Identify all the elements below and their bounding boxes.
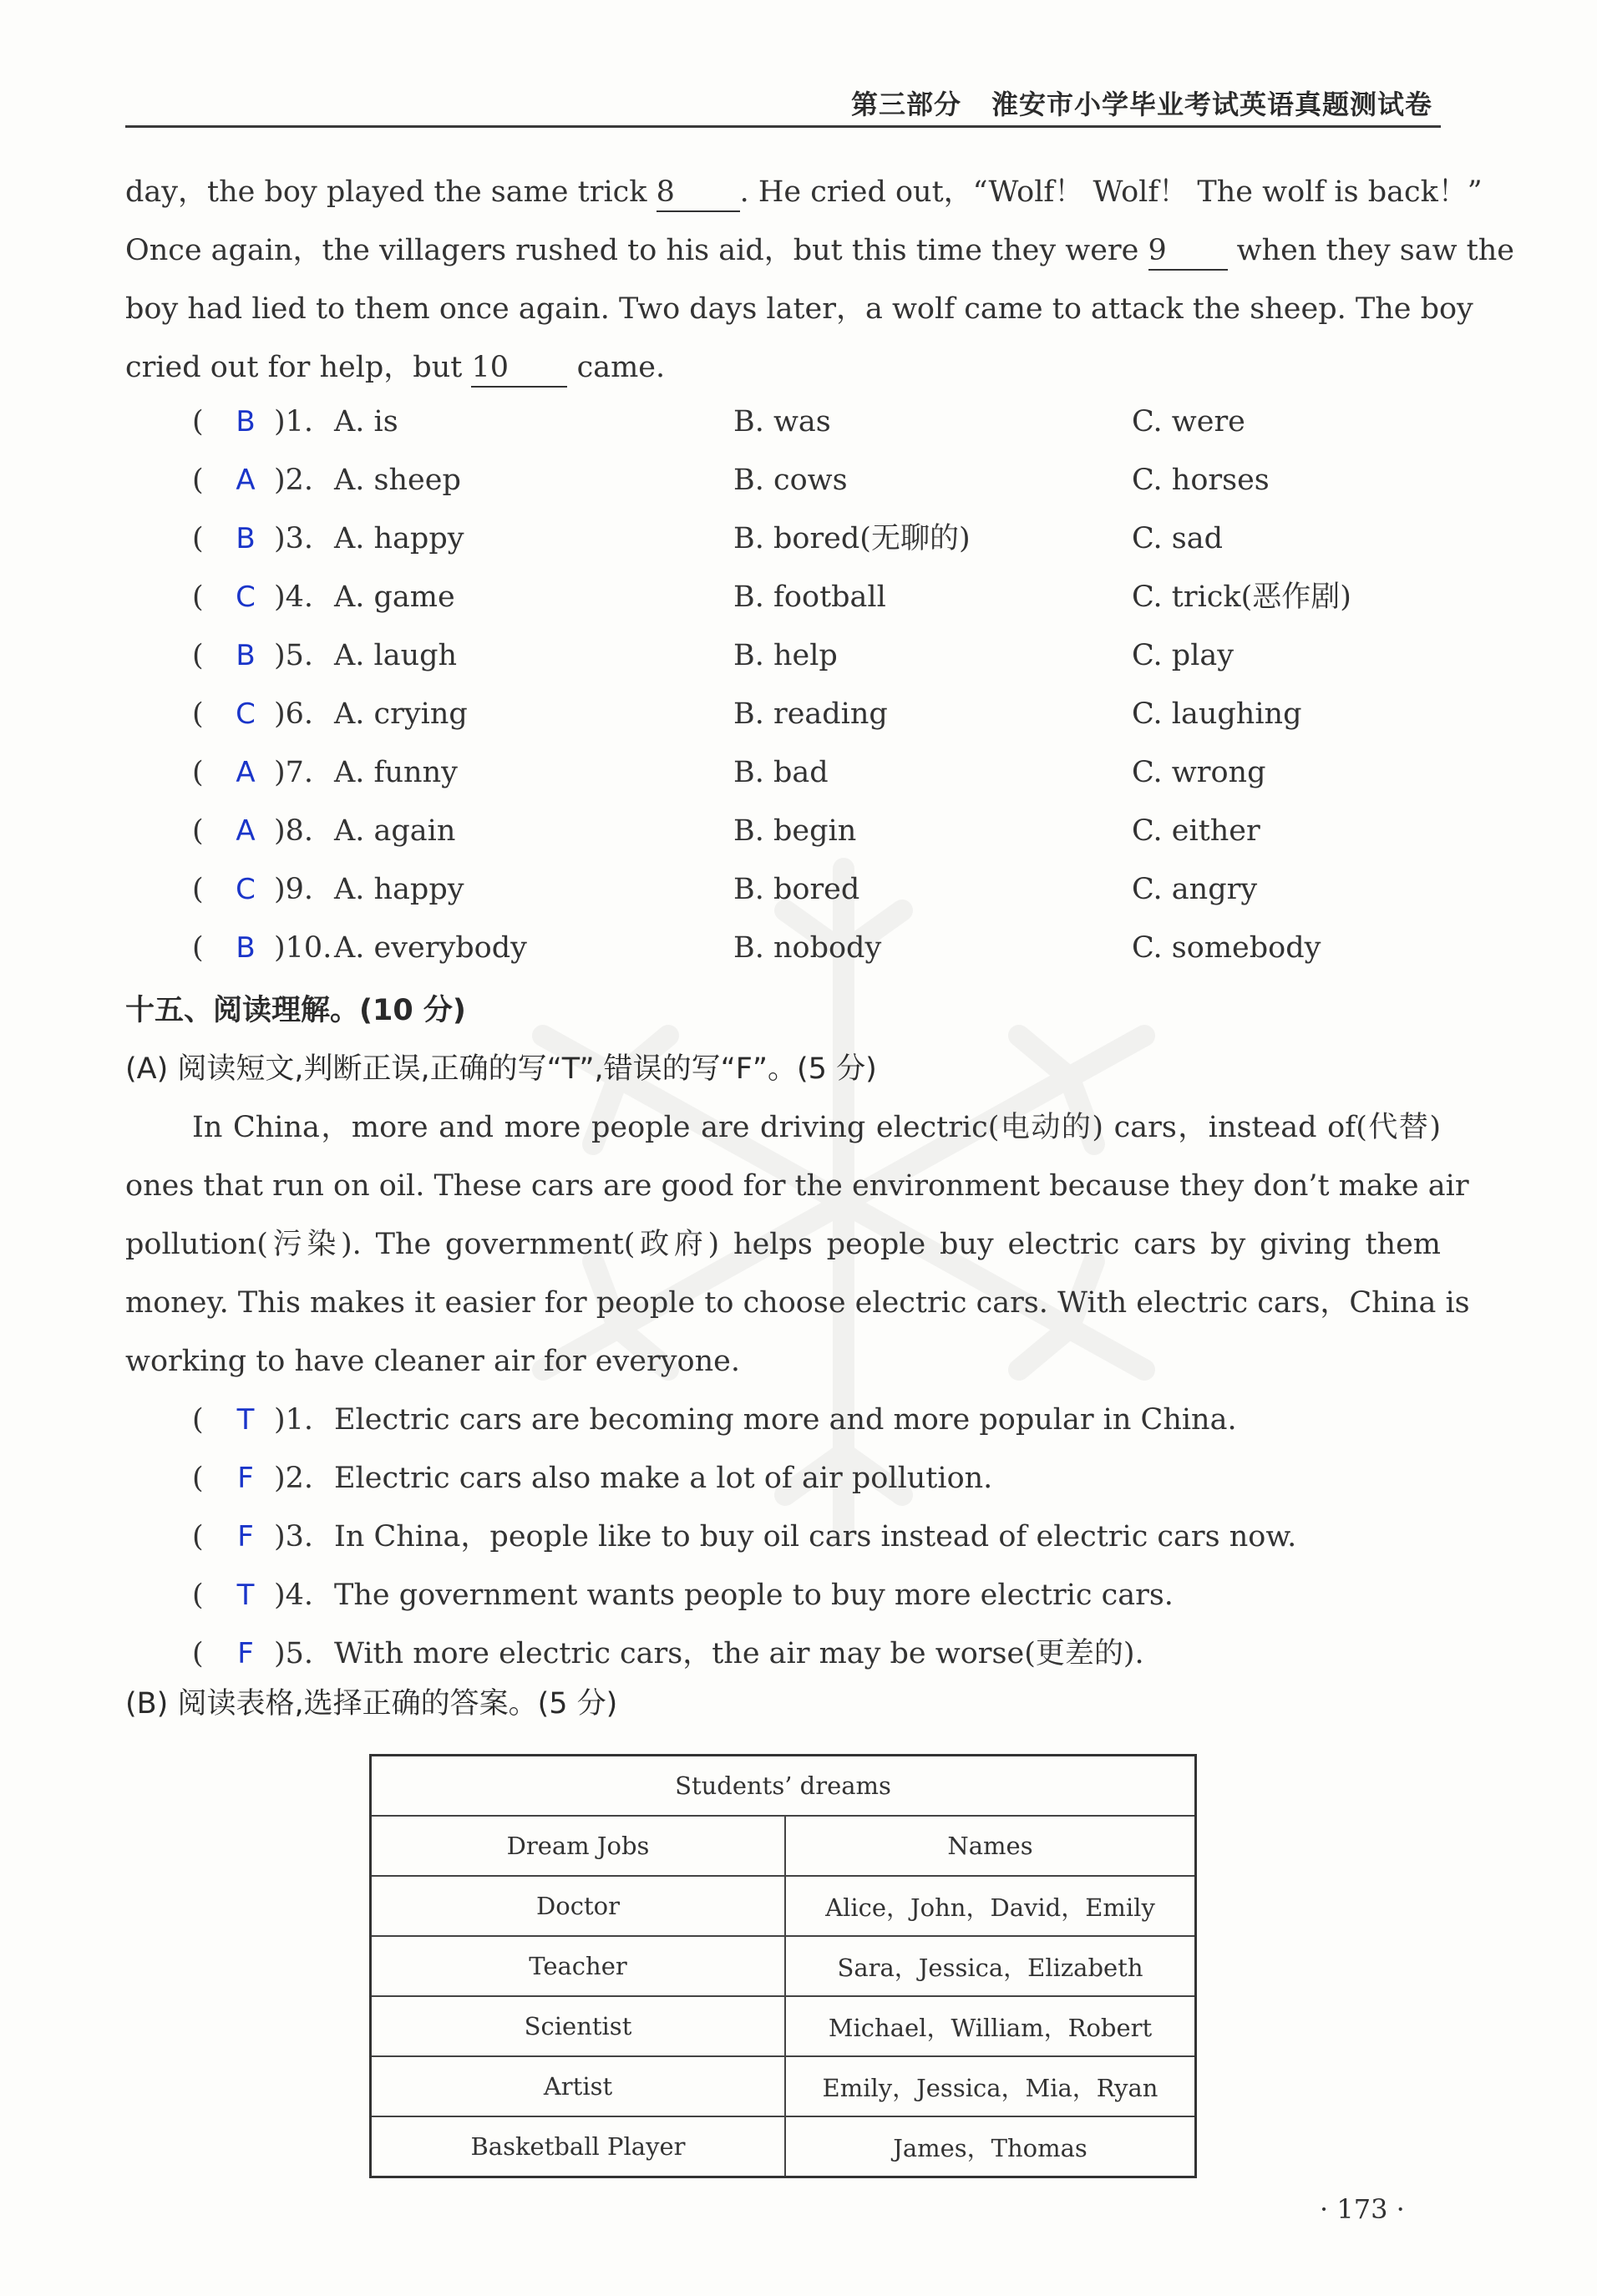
- part-a-title: (A) 阅读短文,判断正误,正确的写“T”,错误的写“F”。(5 分): [125, 1052, 877, 1086]
- answer-letter: F: [237, 1637, 254, 1670]
- question-number: )2.: [274, 464, 314, 497]
- option-a: A. happy: [334, 873, 464, 906]
- names-cell: Emily，Jessica，Mia，Ryan: [785, 2056, 1196, 2116]
- open-paren: (: [192, 1579, 204, 1612]
- option-a: A. funny: [334, 756, 458, 789]
- reading-passage-a: [125, 1098, 1470, 1391]
- column-header-names: Names: [785, 1816, 1196, 1876]
- dream-job-cell: Teacher: [371, 1936, 786, 1996]
- option-a: A. is: [334, 405, 398, 438]
- question-number: )3.: [274, 1520, 314, 1553]
- statement-text: In China，people like to buy oil cars instead of electric cars now.: [334, 1520, 1297, 1553]
- answer-letter: A: [236, 756, 256, 789]
- option-c: C. sad: [1132, 522, 1224, 555]
- open-paren: (: [192, 697, 204, 731]
- option-b: B. nobody: [733, 931, 882, 965]
- option-a: A. crying: [334, 697, 468, 731]
- option-c: C. wrong: [1132, 756, 1266, 789]
- question-number: )1.: [274, 1403, 314, 1437]
- choice-row: [192, 451, 1445, 509]
- column-header-jobs: Dream Jobs: [371, 1816, 786, 1876]
- answer-letter: B: [236, 639, 256, 672]
- option-b: B. was: [733, 405, 831, 438]
- true-false-row: [192, 1449, 1445, 1508]
- table-row: [371, 1876, 1196, 1936]
- option-a: A. sheep: [334, 464, 461, 497]
- open-paren: (: [192, 464, 204, 497]
- open-paren: (: [192, 639, 204, 672]
- table-caption-row: [371, 1756, 1196, 1817]
- answer-letter: T: [236, 1403, 255, 1437]
- option-a: A. game: [334, 580, 455, 614]
- option-c: C. play: [1132, 639, 1235, 672]
- option-c: C. were: [1132, 405, 1245, 438]
- answer-letter: F: [237, 1520, 254, 1553]
- answer-letter: F: [237, 1462, 254, 1495]
- passage-line-4: cried out for help，but 10 came.: [125, 338, 1441, 397]
- open-paren: (: [192, 1520, 204, 1553]
- question-number: )3.: [274, 522, 314, 555]
- table-header-row: [371, 1816, 1196, 1876]
- option-c: C. horses: [1132, 464, 1270, 497]
- option-a: A. again: [334, 814, 456, 848]
- open-paren: (: [192, 814, 204, 848]
- option-c: C. angry: [1132, 873, 1258, 906]
- true-false-row: [192, 1391, 1445, 1449]
- passage-a-line: ones that run on oil. These cars are good for the environment because they don’t make air: [125, 1169, 1469, 1203]
- question-number: )1.: [274, 405, 314, 438]
- option-a: A. laugh: [334, 639, 458, 672]
- question-number: )5.: [274, 639, 314, 672]
- part-b-title: (B) 阅读表格,选择正确的答案。(5 分): [125, 1687, 618, 1721]
- open-paren: (: [192, 756, 204, 789]
- question-number: )8.: [274, 814, 314, 848]
- names-cell: Alice，John，David，Emily: [785, 1876, 1196, 1936]
- open-paren: (: [192, 1462, 204, 1495]
- option-b: B. begin: [733, 814, 857, 848]
- open-paren: (: [192, 873, 204, 906]
- table-caption: Students’ dreams: [371, 1756, 1196, 1817]
- answer-letter: B: [236, 405, 256, 438]
- names-cell: Sara，Jessica，Elizabeth: [785, 1936, 1196, 1996]
- option-c: C. somebody: [1132, 931, 1321, 965]
- question-number: )5.: [274, 1637, 314, 1670]
- question-number: )2.: [274, 1462, 314, 1495]
- option-b: B. help: [733, 639, 838, 672]
- dream-job-cell: Basketball Player: [371, 2116, 786, 2177]
- passage-a-line: pollution(污染). The government(政府) helps people buy electric cars by giving them: [125, 1228, 1441, 1261]
- dream-job-cell: Scientist: [371, 1996, 786, 2056]
- answer-letter: C: [236, 873, 256, 906]
- names-cell: James，Thomas: [785, 2116, 1196, 2177]
- answer-letter: B: [236, 522, 256, 555]
- dream-job-cell: Doctor: [371, 1876, 786, 1936]
- question-number: )7.: [274, 756, 314, 789]
- blank-8: 8: [657, 174, 740, 212]
- choice-row: [192, 860, 1445, 919]
- passage-line-1: day，the boy played the same trick 8 . He cried out，“Wolf！ Wolf！ The wolf is back！”: [125, 163, 1441, 221]
- header-part-label: 第三部分: [850, 89, 961, 120]
- running-header: [125, 80, 1441, 128]
- open-paren: (: [192, 1403, 204, 1437]
- question-number: )4.: [274, 1579, 314, 1612]
- blank-10: 10: [471, 349, 567, 388]
- option-b: B. bored: [733, 873, 860, 906]
- question-number: )10.: [274, 931, 332, 965]
- answer-letter: A: [236, 464, 256, 497]
- option-b: B. cows: [733, 464, 848, 497]
- choice-row: [192, 626, 1445, 685]
- passage-a-line: money. This makes it easier for people to choose electric cars. With electric cars，China is: [125, 1286, 1470, 1320]
- answer-letter: T: [236, 1579, 255, 1612]
- table-row: [371, 2056, 1196, 2116]
- option-c: C. laughing: [1132, 697, 1302, 731]
- option-b: B. reading: [733, 697, 888, 731]
- passage-line-2: Once again，the villagers rushed to his aid，but this time they were 9 when they saw the: [125, 221, 1441, 280]
- dream-job-cell: Artist: [371, 2056, 786, 2116]
- passage-continuation: [125, 163, 1514, 397]
- students-dreams-table: [369, 1754, 1197, 2178]
- option-a: A. happy: [334, 522, 464, 555]
- choice-row: [192, 685, 1445, 743]
- option-a: A. everybody: [334, 931, 527, 965]
- question-number: )6.: [274, 697, 314, 731]
- table-row: [371, 1936, 1196, 1996]
- statement-text: Electric cars also make a lot of air pollution.: [334, 1462, 993, 1495]
- open-paren: (: [192, 405, 204, 438]
- option-c: C. either: [1132, 814, 1260, 848]
- page-number: · 173 ·: [1320, 2193, 1405, 2225]
- open-paren: (: [192, 931, 204, 965]
- option-b: B. football: [733, 580, 886, 614]
- blank-9: 9: [1148, 232, 1228, 271]
- answer-letter: C: [236, 697, 256, 731]
- answer-letter: B: [236, 931, 256, 965]
- choice-row: [192, 393, 1445, 451]
- option-b: B. bad: [733, 756, 829, 789]
- open-paren: (: [192, 580, 204, 614]
- statement-text: With more electric cars，the air may be worse(更差的).: [334, 1637, 1144, 1670]
- option-b: B. bored(无聊的): [733, 522, 971, 555]
- answer-letter: A: [236, 814, 256, 848]
- answer-letter: C: [236, 580, 256, 614]
- statement-text: The government wants people to buy more electric cars.: [334, 1579, 1174, 1612]
- choice-row: [192, 802, 1445, 860]
- header-title: 淮安市小学毕业考试英语真题测试卷: [991, 89, 1432, 120]
- statement-text: Electric cars are becoming more and more popular in China.: [334, 1403, 1237, 1437]
- table-row: [371, 2116, 1196, 2177]
- passage-a-line: In China，more and more people are driving electric(电动的) cars，instead of(代替): [192, 1111, 1441, 1144]
- true-false-row: [192, 1566, 1445, 1624]
- choice-row: [192, 509, 1445, 568]
- passage-line-3: boy had lied to them once again. Two days later，a wolf came to attack the sheep. The boy: [125, 292, 1473, 326]
- passage-a-line: working to have cleaner air for everyone.: [125, 1345, 740, 1378]
- table-row: [371, 1996, 1196, 2056]
- open-paren: (: [192, 522, 204, 555]
- section-15-title: 十五、阅读理解。(10 分): [125, 994, 466, 1027]
- open-paren: (: [192, 1637, 204, 1670]
- question-number: )4.: [274, 580, 314, 614]
- question-number: )9.: [274, 873, 314, 906]
- choice-row: [192, 568, 1445, 626]
- option-c: C. trick(恶作剧): [1132, 580, 1351, 614]
- true-false-row: [192, 1508, 1445, 1566]
- names-cell: Michael，William，Robert: [785, 1996, 1196, 2056]
- choice-row: [192, 919, 1445, 977]
- choice-row: [192, 743, 1445, 802]
